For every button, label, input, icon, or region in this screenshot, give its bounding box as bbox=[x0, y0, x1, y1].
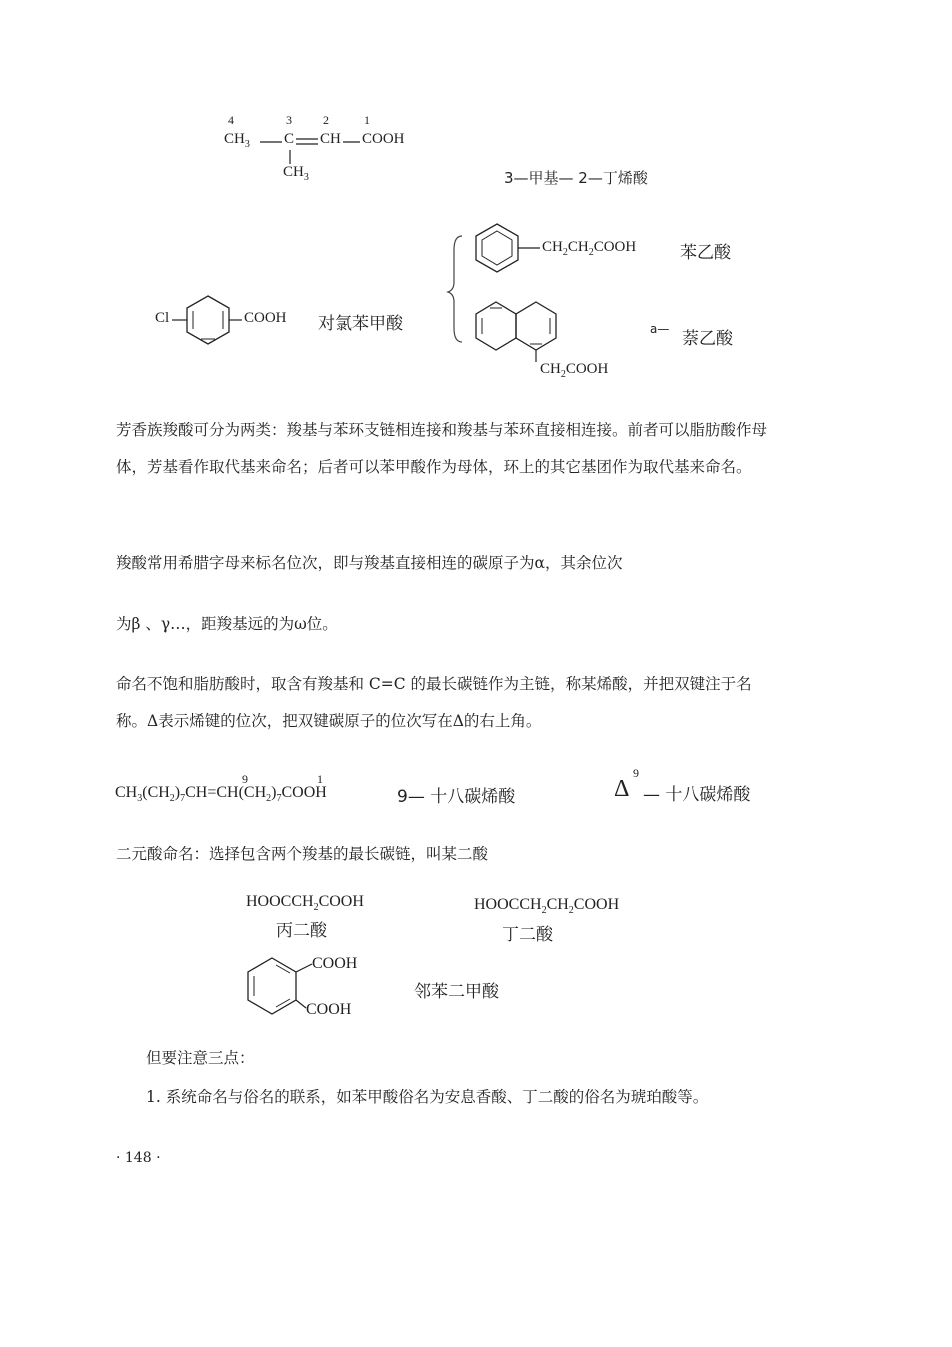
delta-superscript: 9 bbox=[633, 766, 639, 780]
formula-cooh: COOH bbox=[362, 131, 405, 147]
oleic-locant-9: 9 bbox=[242, 772, 248, 786]
delta-symbol: Δ bbox=[614, 776, 630, 802]
locant-4: 4 bbox=[228, 113, 234, 127]
locant-1: 1 bbox=[364, 113, 370, 127]
succinic-name: 丁二酸 bbox=[502, 925, 553, 945]
naphthyl-chain: $CH_2COOH$ bbox=[540, 361, 609, 380]
paragraph-aromatic-acids: 芳香族羧酸可分为两类：羧基与苯环支链相连接和羧基与苯环直接相连接。前者可以脂肪酸作母体，芳基看作取代基来命名；后者可以苯甲酸作为母体，环上的其它基团作为取代基来命名。 bbox=[116, 421, 768, 476]
chloro-cooh: COOH bbox=[244, 310, 287, 326]
malonic-formula: $HOOCCH_2COOH$ bbox=[246, 893, 364, 913]
locant-3: 3 bbox=[286, 113, 292, 127]
page-number: · 148 · bbox=[116, 1150, 161, 1166]
oleic-name-delta: — 十八碳烯酸 bbox=[643, 785, 751, 805]
phthalic-name: 邻苯二甲酸 bbox=[414, 982, 499, 1002]
malonic-name: 丙二酸 bbox=[276, 921, 327, 941]
note-intro: 但要注意三点： bbox=[146, 1049, 255, 1067]
formula-c3: C bbox=[284, 131, 295, 147]
naphthylacetic-name: 萘乙酸 bbox=[682, 329, 733, 349]
paragraph-greek-locants-a: 羧酸常用希腊字母来标名位次，即与羧基直接相连的碳原子为α，其余位次 bbox=[116, 554, 623, 572]
succinic-formula: $HOOCCH_2CH_2COOH$ bbox=[474, 896, 620, 916]
formula-ch3-left: $CH_3$ bbox=[224, 131, 250, 150]
phenylpropanoic-name: 苯乙酸 bbox=[680, 243, 731, 263]
chlorobenzoic-name: 对氯苯甲酸 bbox=[318, 314, 403, 334]
note-1: 1. 系统命名与俗名的联系，如苯甲酸俗名为安息香酸、丁二酸的俗名为琥珀酸等。 bbox=[146, 1088, 709, 1106]
oleic-name-9: 9— 十八碳烯酸 bbox=[397, 787, 516, 807]
paragraph-greek-locants-b: 为β 、γ…，距羧基远的为ω位。 bbox=[116, 615, 338, 633]
phthalic-cooh-bottom: COOH bbox=[306, 1001, 352, 1018]
oleic-structure: $CH_3(CH_2)_7CH=CH(CH_2)_7COOH$ bbox=[115, 784, 327, 804]
naphthyl-alpha: a— bbox=[650, 322, 670, 336]
phenyl-chain: $CH_2CH_2COOH$ bbox=[542, 239, 637, 258]
oleic-locant-1: 1 bbox=[317, 772, 323, 786]
paragraph-diacids: 二元酸命名：选择包含两个羧基的最长碳链，叫某二酸 bbox=[116, 845, 489, 863]
locant-2: 2 bbox=[323, 113, 329, 127]
formula1-name: 3—甲基— 2—丁烯酸 bbox=[504, 169, 648, 187]
paragraph-unsaturated: 命名不饱和脂肪酸时，取含有羧基和 C=C 的最长碳链作为主链，称某烯酸，并把双键注于名称。Δ表示烯键的位次，把双键碳原子的位次写在Δ的右上角。 bbox=[116, 675, 752, 730]
chloro-cl: Cl bbox=[155, 310, 170, 326]
formula-branch-ch3: $CH_3$ bbox=[283, 164, 309, 183]
phthalic-cooh-top: COOH bbox=[312, 955, 358, 972]
formula-ch: CH bbox=[320, 131, 341, 147]
